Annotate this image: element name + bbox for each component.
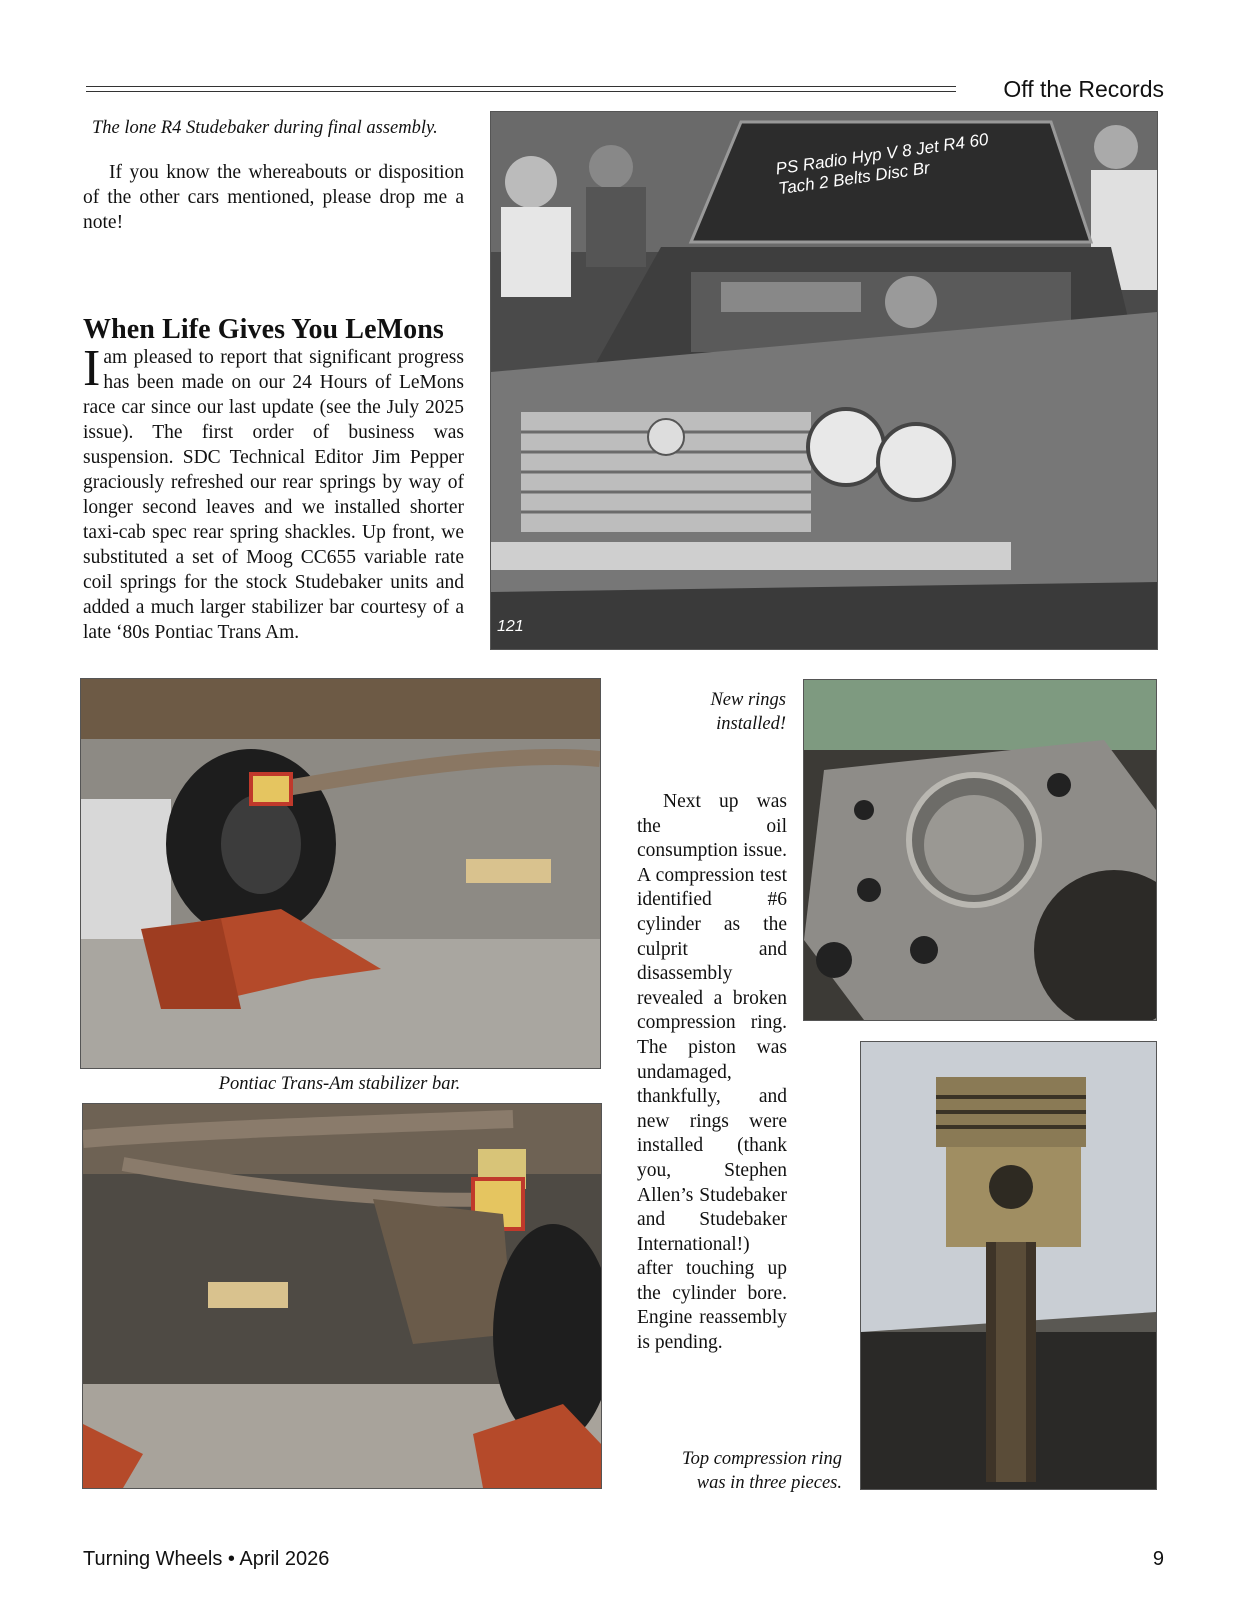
rings-caption: New rings installed! [710,690,786,734]
stabilizer-bar-photo-1 [80,678,601,1069]
intro-paragraph: If you know the whereabouts or disposition of the other cars mentioned, please drop me a note! [83,162,464,233]
windshield-notes: PS Radio Hyp V 8 Jet R4 60 Tach 2 Belts Disc Br [774,129,990,199]
top-photo-caption: The lone R4 Studebaker during final assembly. [92,118,438,138]
stabilizer-bar-photo-2 [82,1103,602,1489]
page-number: 9 [1152,1548,1164,1570]
stabilizer-caption: Pontiac Trans-Am stabilizer bar. [218,1074,461,1094]
article-paragraph-2-top: Next up was the oil consumption issue. A compression test identified #6 cylinder as the culprit and disassembly revealed a broken compression ring. The piston was undamaged, thankfully, and new rings were installed (thank you, Stephen Allen’s Studebaker and Studebaker International!) after touching up the cylinder bore. Engine reassembly is pending. [637,791,787,1354]
frame-number: 121 [497,618,524,635]
header-rule [86,86,956,92]
piston-caption: Top compression ring was in three pieces. [681,1449,842,1493]
r4-studebaker-photo [490,111,1158,650]
piston-photo [860,1041,1157,1490]
issue-date: April 2026 [239,1548,330,1570]
footer-separator: • [227,1548,235,1570]
paragraph-1-text: am pleased to report that significant progress has been made on our 24 Hours of LeMons race car since our last update (see the July 2025 issue). The first order of business was suspension. SDC Technical Editor Jim Pepper graciously refreshed our rear springs by way of longer second leaves and we installed shorter taxi-cab spec rear spring shackles. Up front, we substituted a set of Moog CC655 variable rate coil springs for the stock Studebaker units and added a much larger stabilizer bar courtesy of a late ‘80s Pontiac Trans Am. [83,347,464,643]
article-headline: When Life Gives You LeMons [83,314,444,345]
publication-name: Turning Wheels [83,1548,223,1570]
section-title: Off the Records [1003,76,1164,102]
article-paragraph-1 [83,340,464,645]
drop-cap: I [83,340,101,397]
footer-publication [83,1548,329,1571]
new-rings-photo [803,679,1157,1021]
